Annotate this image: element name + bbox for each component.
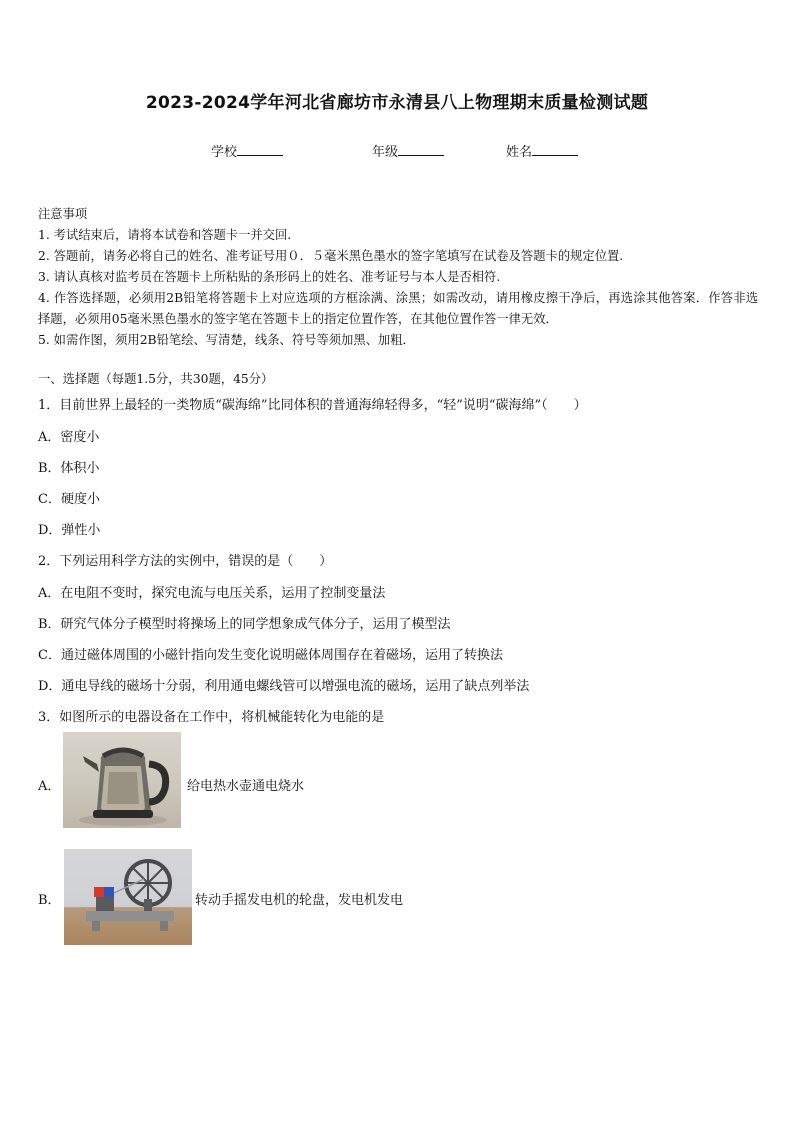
school-blank: [237, 143, 283, 156]
q3-option-a-text: 给电热水壶通电烧水: [187, 779, 305, 794]
note-item: 3. 请认真核对监考员在答题卡上所粘贴的条形码上的姓名、准考证号与本人是否相符.: [38, 270, 501, 284]
name-label: 姓名: [506, 145, 533, 160]
note-item: 4. 作答选择题，必须用2B铅笔将答题卡上对应选项的方框涂满、涂黑；如需改动，请用橡皮擦干净后，再选涂其他答案．作答非选择题，必须用05毫米黑色墨水的签字笔在答题卡上的指定位置作答，在其他位置作答一律无效．: [38, 291, 758, 326]
exam-title: 2023-2024学年河北省廊坊市永清县八上物理期末质量检测试题: [145, 93, 649, 113]
note-item: 2. 答题前，请务必将自己的姓名、准考证号用０．５毫米黑色墨水的签字笔填写在试卷及答题卡的规定位置.: [38, 249, 624, 263]
school-label: 学校: [211, 145, 238, 160]
notes-heading: 注意事项: [38, 207, 88, 221]
grade-label: 年级: [372, 145, 399, 160]
q2-option-a: A．在电阻不变时，探究电流与电压关系，运用了控制变量法: [38, 586, 386, 601]
name-field: [506, 141, 578, 160]
note-item: 1. 考试结束后，请将本试卷和答题卡一并交回.: [38, 228, 292, 242]
q2-option-d: D．通电导线的磁场十分弱，利用通电螺线管可以增强电流的磁场，运用了缺点列举法: [38, 679, 530, 694]
question-1-stem: 1．目前世界上最轻的一类物质“碳海绵”比同体积的普通海绵轻得多，“轻”说明“碳海绵”（ ）: [38, 398, 587, 413]
question-2-stem: 2．下列运用科学方法的实例中，错误的是（ ）: [38, 554, 333, 569]
note-item: 5. 如需作图，须用2B铅笔绘、写清楚，线条、符号等须加黑、加粗．: [38, 333, 415, 347]
section-heading: 一、选择题（每题1.5分，共30题，45分）: [38, 372, 274, 386]
q1-option-d: D．弹性小: [38, 523, 101, 538]
grade-field: [372, 141, 444, 160]
hand-generator-photo: [64, 849, 192, 945]
name-blank: [532, 143, 578, 156]
hand-generator-image: [64, 849, 192, 945]
q1-option-b: B．体积小: [38, 461, 100, 476]
school-field: [211, 141, 283, 160]
q3-option-b-letter: B．: [38, 893, 61, 908]
q3-option-a-letter: A．: [38, 779, 61, 794]
q2-option-b: B．研究气体分子模型时将操场上的同学想象成气体分子，运用了模型法: [38, 617, 451, 632]
question-3-stem: 3．如图所示的电器设备在工作中，将机械能转化为电能的是: [38, 710, 385, 725]
q1-option-c: C．硬度小: [38, 492, 100, 507]
q1-option-a: A．密度小: [38, 430, 100, 445]
q3-option-b-text: 转动手摇发电机的轮盘，发电机发电: [195, 893, 404, 908]
grade-blank: [398, 143, 444, 156]
notes-block: [38, 204, 758, 351]
electric-kettle-image: [63, 732, 181, 828]
electric-kettle-photo: [63, 732, 181, 828]
q2-option-c: C．通过磁体周围的小磁针指向发生变化说明磁体周围存在着磁场，运用了转换法: [38, 648, 503, 663]
